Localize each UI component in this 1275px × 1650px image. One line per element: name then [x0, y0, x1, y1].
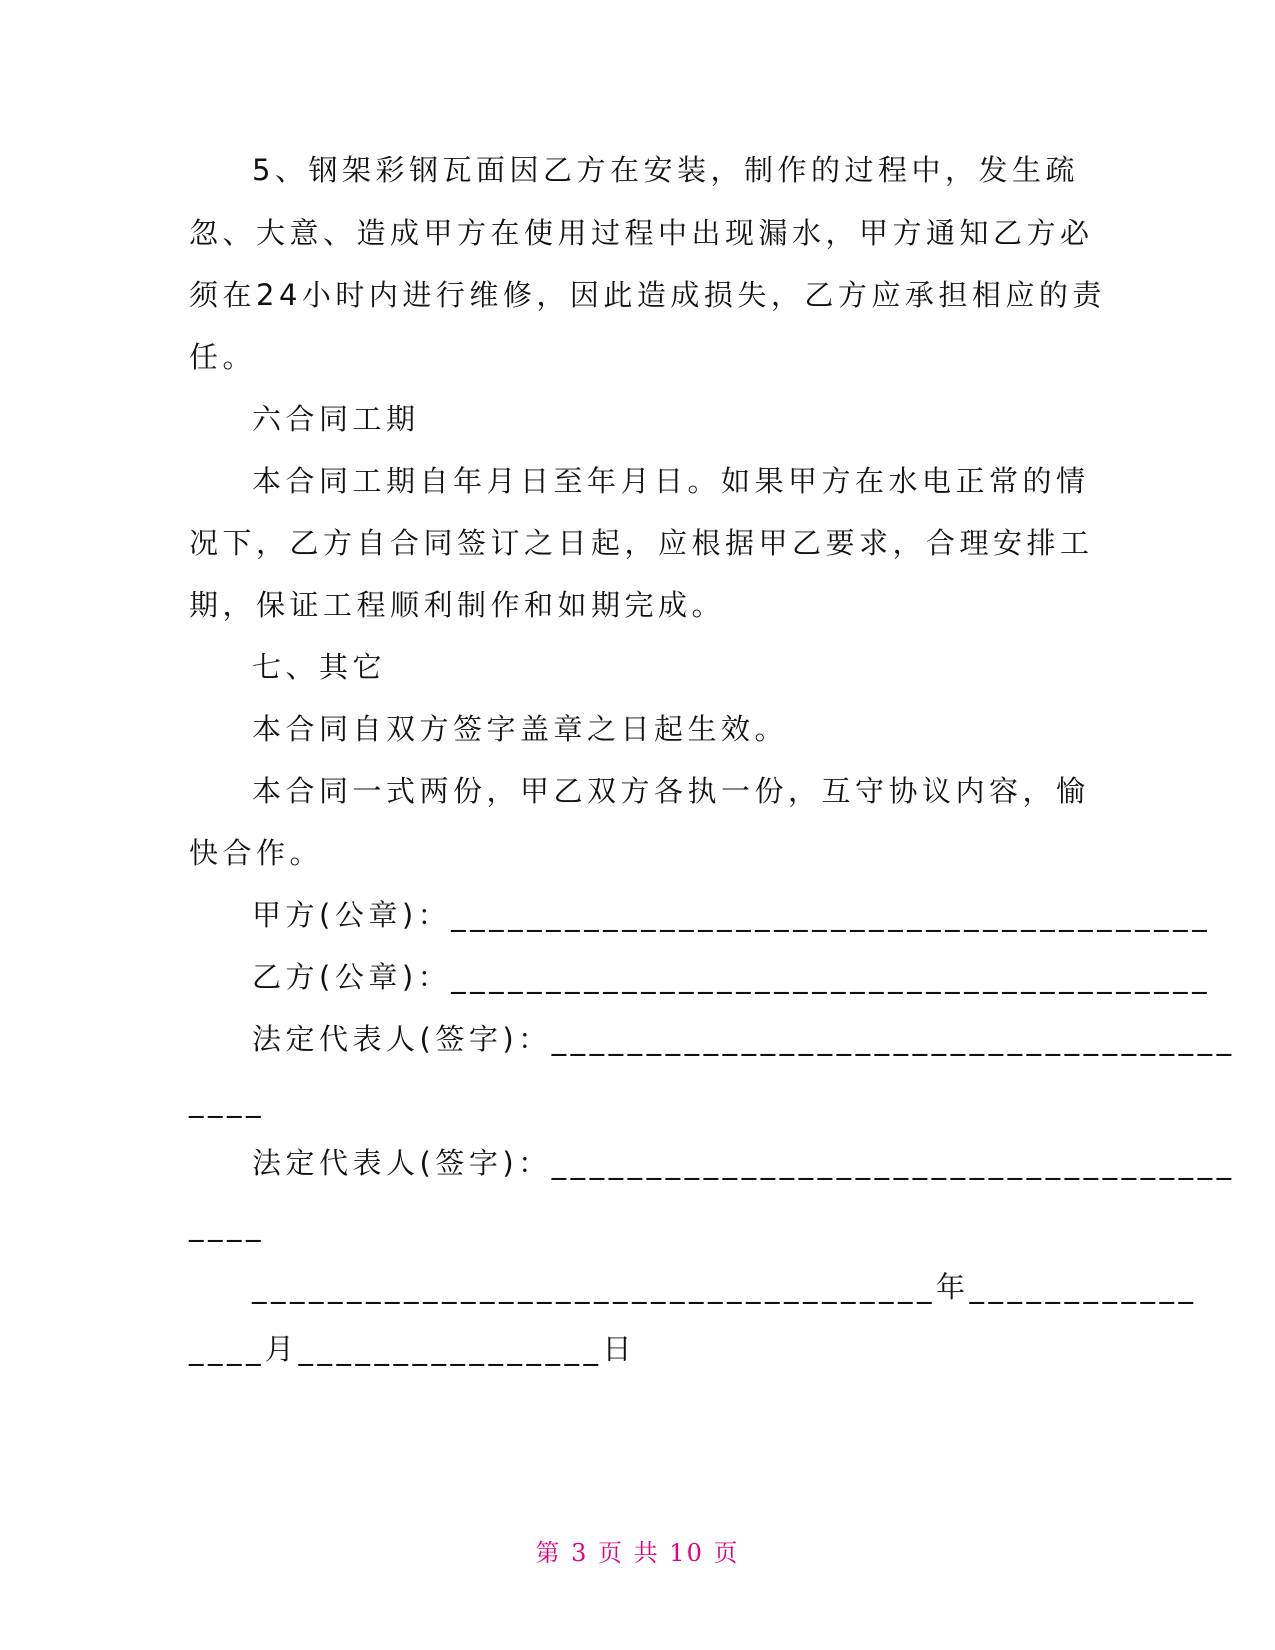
- signature-line-legal-rep-1-cont: ____: [189, 1084, 265, 1118]
- paragraph-period-line-1: 本合同工期自年月日至年月日。如果甲方在水电正常的情: [252, 464, 1090, 498]
- paragraph-clause-5-line-4: 任。: [189, 340, 257, 374]
- paragraph-effective: 本合同自双方签字盖章之日起生效。: [252, 712, 789, 746]
- paragraph-clause-5-line-2: 忽、大意、造成甲方在使用过程中出现漏水，甲方通知乙方必: [189, 216, 1094, 250]
- paragraph-copies-line-2: 快合作。: [189, 836, 324, 870]
- page-number-footer: 第 3 页 共 10 页: [535, 1539, 740, 1567]
- date-line-month-day: ____月________________日: [189, 1332, 637, 1366]
- signature-line-legal-rep-2-cont: ____: [189, 1208, 265, 1242]
- section-heading-other: 七、其它: [252, 650, 387, 684]
- paragraph-period-line-3: 期，保证工程顺利制作和如期完成。: [189, 588, 726, 622]
- signature-line-legal-rep-2: 法定代表人(签字)：____________________________________: [252, 1146, 1236, 1180]
- paragraph-period-line-2: 况下，乙方自合同签订之日起，应根据甲乙要求，合理安排工: [189, 526, 1094, 560]
- signature-line-party-b: 乙方(公章)：________________________________________: [252, 960, 1212, 994]
- paragraph-copies-line-1: 本合同一式两份，甲乙双方各执一份，互守协议内容，愉: [252, 774, 1090, 808]
- paragraph-clause-5-line-1: 5、钢架彩钢瓦面因乙方在安装，制作的过程中，发生疏: [252, 153, 1079, 187]
- signature-line-legal-rep-1: 法定代表人(签字)：____________________________________: [252, 1022, 1236, 1056]
- date-line-year: ____________________________________年____________: [252, 1270, 1198, 1304]
- paragraph-clause-5-line-3: 须在24小时内进行维修，因此造成损失，乙方应承担相应的责: [189, 278, 1106, 312]
- section-heading-contract-period: 六合同工期: [252, 402, 420, 436]
- signature-line-party-a: 甲方(公章)：________________________________________: [252, 898, 1212, 932]
